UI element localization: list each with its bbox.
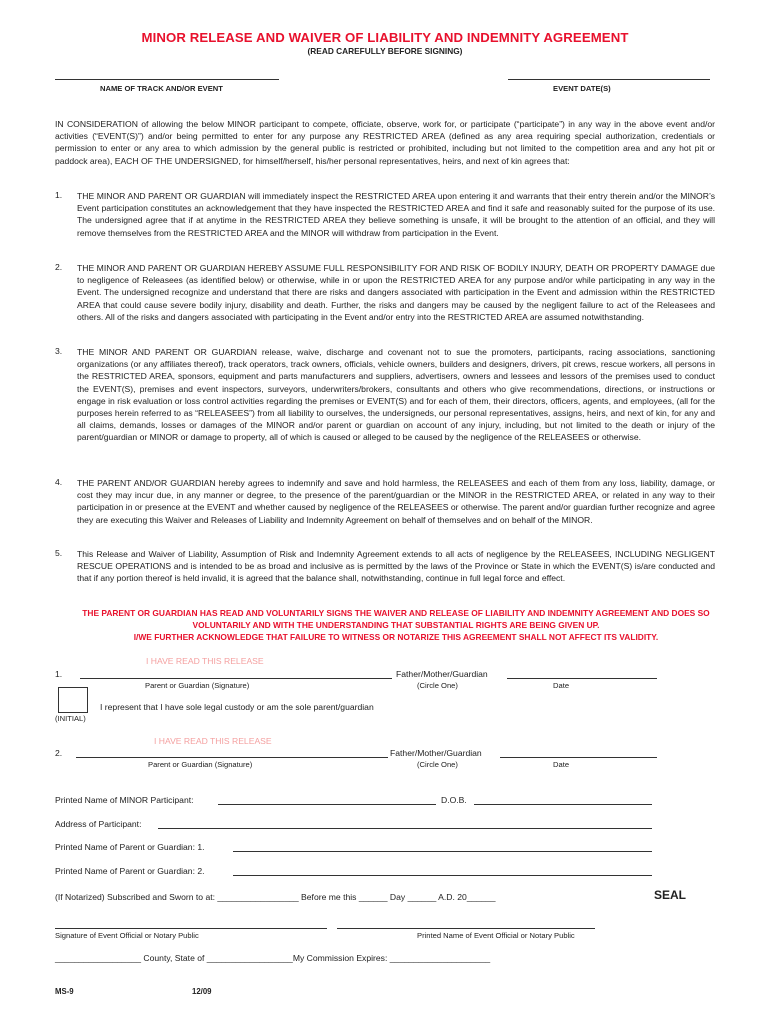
minor-name-label: Printed Name of MINOR Participant: xyxy=(55,795,194,805)
initial-caption: (INITIAL) xyxy=(55,714,86,723)
clause-number: 5. xyxy=(55,548,63,558)
guardian1-name-field[interactable] xyxy=(233,851,652,852)
clause-number: 1. xyxy=(55,190,63,200)
read-release-note: I HAVE READ THIS RELEASE xyxy=(146,656,264,666)
clause-text: THE MINOR AND PARENT OR GUARDIAN HEREBY ASSUME FULL RESPONSIBILITY FOR AND RISK OF BODILY INJURY, DEATH OR PROPERTY DAMAGE due to negligence of Releasees (as identified below) or otherwise, while in or upon the RESTRICTED AREA for any purpose and/or while participating in any way in the Event. The undersigned recognize and understand that there are risks and dangers associated with participation in the Event and admission within the RESTRICTED AREA that could cause severe bodily injury, disability and death. Further, the risks and dangers may be caused by the negligent failure to act of the Releasees and others. All of the risks and dangers associated with participating in the Event and/or entry into the RESTRICTED AREA are assumed notwithstanding. xyxy=(77,263,715,322)
guardian2-name-label: Printed Name of Parent or Guardian: 2. xyxy=(55,866,205,876)
guardian1-name-label: Printed Name of Parent or Guardian: 1. xyxy=(55,842,205,852)
date-caption: Date xyxy=(553,760,570,769)
official-signature-caption: Signature of Event Official or Notary Public xyxy=(55,931,199,940)
official-name-line[interactable] xyxy=(337,928,595,929)
signature-date-line[interactable] xyxy=(507,678,657,679)
circle-one-caption: (Circle One) xyxy=(417,760,458,769)
official-name-caption: Printed Name of Event Official or Notary Public xyxy=(417,931,575,940)
dob-label: D.O.B. xyxy=(441,795,467,805)
clause-text: THE MINOR AND PARENT OR GUARDIAN will immediately inspect the RESTRICTED AREA upon entering it and warrants that their entry therein and/or the MINOR’s Event participation constitutes an acknowledgement that they have inspected the RESTRICTED AREA and find it safe and reasonably suited for the purpose of its use. The undersigned agree that if at anytime in the RESTRICTED AREA they believe something is unsafe, it will be brought to the attention of an official, and they will remove themselves from the RESTRICTED AREA and the MINOR will withdraw from participation in the Event. xyxy=(77,191,715,238)
read-release-note: I HAVE READ THIS RELEASE xyxy=(154,736,272,746)
address-field[interactable] xyxy=(158,828,652,829)
clause-text: This Release and Waiver of Liability, Assumption of Risk and Indemnity Agreement extends to all acts of negligence by the RELEASEES, INCLUDING NEGLIGENT RESCUE OPERATIONS and is intended to be as broad and inclusive as is permitted by the laws of the Province or State in which the EVENT(S) is/are conducted and that if any portion thereof is held invalid, it is agreed that the balance shall, notwithstanding, continue in full legal force and effect. xyxy=(77,549,715,584)
event-name-label: NAME OF TRACK AND/OR EVENT xyxy=(100,84,223,93)
address-label: Address of Participant: xyxy=(55,819,142,829)
clause-number: 2. xyxy=(55,262,63,272)
official-signature-line[interactable] xyxy=(55,928,327,929)
parent-signature-line[interactable] xyxy=(76,757,388,758)
clause-number: 3. xyxy=(55,346,63,356)
initial-box[interactable] xyxy=(58,687,88,713)
signature-caption: Parent or Guardian (Signature) xyxy=(148,760,253,769)
guardian-role-label: Father/Mother/Guardian xyxy=(396,669,488,679)
guardian-role-label: Father/Mother/Guardian xyxy=(390,748,482,758)
clause-number: 4. xyxy=(55,477,63,487)
form-code: MS-9 xyxy=(55,987,74,996)
event-name-line[interactable] xyxy=(55,79,279,80)
signature-date-line[interactable] xyxy=(500,757,657,758)
form-revision: 12/09 xyxy=(192,987,212,996)
event-date-label: EVENT DATE(S) xyxy=(553,84,611,93)
signature-caption: Parent or Guardian (Signature) xyxy=(145,681,250,690)
seal-label: SEAL xyxy=(654,888,687,902)
parent-signature-line[interactable] xyxy=(80,678,392,679)
clause-text: THE MINOR AND PARENT OR GUARDIAN release, waive, discharge and covenant not to sue the promoters, participants, racing associations, sanctioning organizations (or any affiliates thereof), track operators, track owners, officials, vehicle owners, builders and designers, drivers, pit crews, rescue workers, all persons in the RESTRICTED AREA, sponsors, equipment and parts manufacturers and suppliers, advertisers, owners and lessees and lessors of the premises used to conduct the EVENT(S), premises and event inspectors, surveyors, underwriters/brokers, consultants and others who give recommendations, directions, or instructions or engage in risk evaluation or loss control activities regarding the premises or EVENT(S) and for each of them, their directors, officers, agents, and employees, (all for the purposes herein referred to as “RELEASEES”) from all liability to ourselves, the undersigneds, our personal representatives, assigns, heirs, and next of kin, for any and all claims, demands, losses or damages of the MINOR and/or parent or guardian on account of any injury, including, but not limited to the death or injury of the parent/guardian or MINOR or damage to property, all of which is caused or alleged to be caused by the negligence of the RELEASEES or otherwise. xyxy=(77,347,715,443)
custody-statement: I represent that I have sole legal custody or am the sole parent/guardian xyxy=(100,702,374,712)
clause-text: THE PARENT AND/OR GUARDIAN hereby agrees to indemnify and save and hold harmless, the RELEASEES and each of them from any loss, liability, damage, or cost they may incur due, in any manner or degree, to the presence of the parent/guardian or the MINOR in the RESTRICTED AREA, or related in any way to their participation in or presence at the EVENT and whether caused by negligence of the RELEASEES or otherwise. The parent and/or guardian further recognize and agree they are executing this Waiver and Releases of Liability and Indemnity Agreement on behalf of themselves and on behalf of the MINOR. xyxy=(77,478,715,525)
signature-number: 2. xyxy=(55,748,63,758)
warning-validity-text: I/WE FURTHER ACKNOWLEDGE THAT FAILURE TO WITNESS OR NOTARIZE THIS AGREEMENT SHALL NOT AFFECT ITS VALIDITY. xyxy=(133,632,659,642)
event-date-line[interactable] xyxy=(508,79,710,80)
date-caption: Date xyxy=(553,681,570,690)
minor-name-field[interactable] xyxy=(218,804,436,805)
guardian2-name-field[interactable] xyxy=(233,875,652,876)
circle-one-caption: (Circle One) xyxy=(417,681,458,690)
commission-line: __________________ County, State of __________________My Commission Expires: _____________________ xyxy=(55,953,491,963)
notary-sworn-line: (If Notarized) Subscribed and Sworn to at: _________________ Before me this ______ Day ______ A.D. 20______ xyxy=(55,892,496,902)
document-title: MINOR RELEASE AND WAIVER OF LIABILITY AND INDEMNITY AGREEMENT xyxy=(141,30,629,45)
document-subtitle: (READ CAREFULLY BEFORE SIGNING) xyxy=(307,46,463,56)
intro-paragraph: IN CONSIDERATION of allowing the below MINOR participant to compete, officiate, observe, work for, or participate (“participate”) in any way in the above event and/or activities (“EVENT(S)”) and/or being permitted to enter for any purpose any RESTRICTED AREA (defined as any area requiring special authorization, credentials or permission to enter or any area to which admission by the general public is restricted or prohibited, including but not limited to the competition area and any hot pit or paddock area), EACH OF THE UNDERSIGNED, for himself/herself, his/her personal representatives, heirs, and next of kin agrees that: xyxy=(55,119,715,166)
signature-number: 1. xyxy=(55,669,63,679)
warning-text: THE PARENT OR GUARDIAN HAS READ AND VOLUNTARILY SIGNS THE WAIVER AND RELEASE OF LIABILITY AND INDEMNITY AGREEMENT AND DOES SO VOLUNTARILY AND WITH THE UNDERSTANDING THAT SUBSTANTIAL RIGHTS ARE BEING GIVEN UP. xyxy=(82,608,710,631)
dob-field[interactable] xyxy=(474,804,652,805)
